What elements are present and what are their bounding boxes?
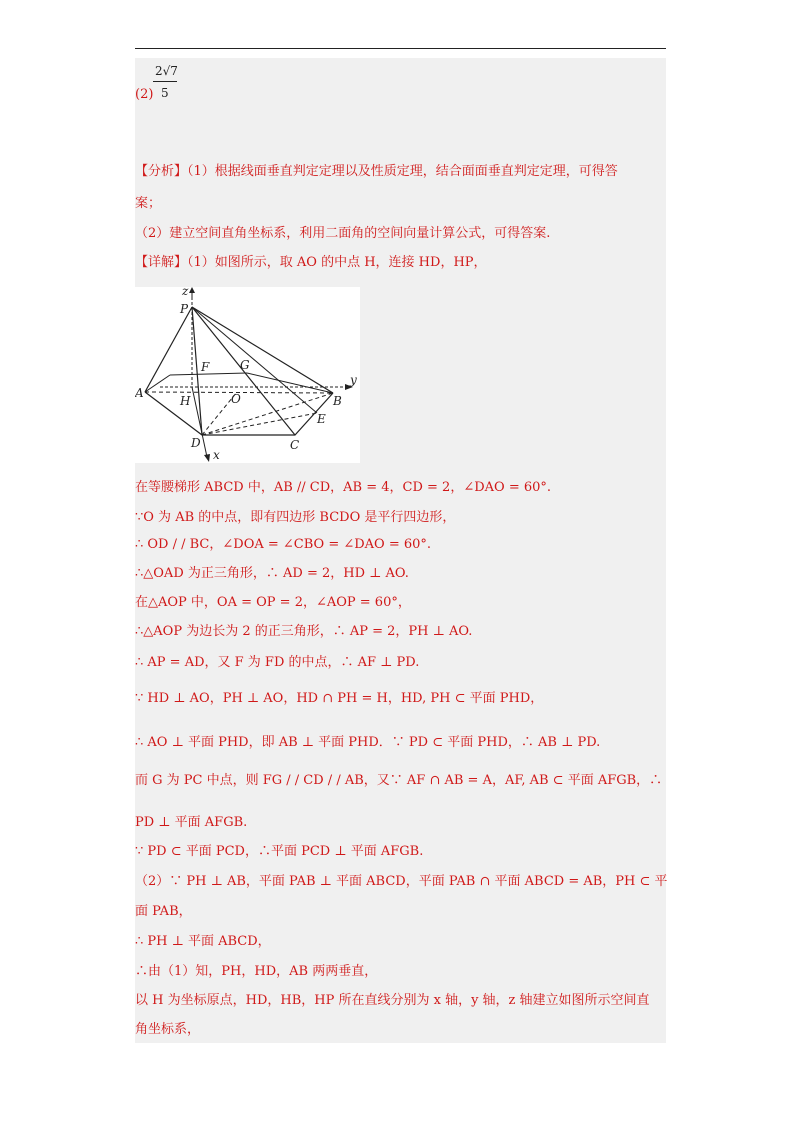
solution-panel: [135, 58, 666, 1043]
analysis-line-3: （2）建立空间直角坐标系，利用二面角的空间向量计算公式，可得答案.: [135, 226, 551, 241]
step-9: ∴ AO ⊥ 平面 PHD，即 AB ⊥ 平面 PHD．∵ PD ⊂ 平面 PHD，∴ AB ⊥ PD.: [135, 735, 601, 750]
step-2: ∵O 为 AB 的中点，即有四边形 BCDO 是平行四边形，: [135, 510, 456, 525]
step-4: ∴△OAD 为正三角形，∴ AD = 2，HD ⊥ AO.: [135, 566, 409, 581]
step-3: ∴ OD / / BC，∠DOA = ∠CBO = ∠DAO = 60°.: [135, 537, 432, 552]
header-rule: [135, 48, 666, 49]
label-G: G: [240, 358, 250, 372]
answer-numerator: 2√7: [155, 64, 178, 78]
label-C: C: [290, 438, 300, 452]
label-O: O: [231, 392, 241, 406]
label-y: y: [350, 373, 357, 387]
label-E: E: [317, 412, 326, 426]
label-x: x: [213, 448, 220, 462]
step-16: ∴由（1）知，PH，HD，AB 两两垂直，: [135, 964, 378, 979]
step-12: ∵ PD ⊂ 平面 PCD，∴平面 PCD ⊥ 平面 AFGB.: [135, 844, 424, 859]
fraction-bar: [153, 81, 177, 82]
label-D: D: [191, 436, 201, 450]
label-H: H: [180, 394, 191, 408]
step-17: 以 H 为坐标原点，HD，HB，HP 所在直线分别为 x 轴，y 轴，z 轴建立如图所示空间直: [135, 993, 650, 1008]
analysis-line-2: 案；: [135, 196, 162, 211]
step-11: PD ⊥ 平面 AFGB.: [135, 815, 248, 830]
detail-line-1: 【详解】（1）如图所示，取 AO 的中点 H，连接 HD，HP，: [135, 255, 487, 270]
label-P: P: [180, 302, 189, 316]
step-14: 面 PAB，: [135, 904, 192, 919]
step-10: 而 G 为 PC 中点，则 FG / / CD / / AB，又∵ AF ∩ AB = A，AF, AB ⊂ 平面 AFGB，∴: [135, 773, 663, 788]
step-8: ∵ HD ⊥ AO，PH ⊥ AO，HD ∩ PH = H，HD, PH ⊂ 平面 PHD，: [135, 691, 544, 706]
step-15: ∴ PH ⊥ 平面 ABCD，: [135, 934, 271, 949]
step-6: ∴△AOP 为边长为 2 的正三角形，∴ AP = 2，PH ⊥ AO.: [135, 624, 473, 639]
step-1: 在等腰梯形 ABCD 中，AB // CD，AB = 4，CD = 2，∠DAO = 60°.: [135, 480, 552, 495]
step-13: （2）∵ PH ⊥ AB，平面 PAB ⊥ 平面 ABCD，平面 PAB ∩ 平面 ABCD = AB，PH ⊂ 平: [135, 874, 668, 889]
label-B: B: [333, 394, 342, 408]
pyramid-diagram: [135, 287, 360, 463]
label-F: F: [201, 360, 210, 374]
step-5: 在△AOP 中，OA = OP = 2，∠AOP = 60°，: [135, 595, 411, 610]
answer-denominator: 5: [161, 86, 169, 100]
step-18: 角坐标系，: [135, 1022, 201, 1037]
label-A: A: [135, 386, 144, 400]
geometry-figure: [135, 287, 360, 463]
analysis-line-1: 【分析】（1）根据线面垂直判定定理以及性质定理，结合面面垂直判定定理，可得答: [135, 164, 618, 179]
answer-part2-label: (2): [135, 87, 154, 102]
label-z: z: [182, 287, 189, 298]
step-7: ∴ AP = AD，又 F 为 FD 的中点，∴ AF ⊥ PD.: [135, 655, 420, 670]
